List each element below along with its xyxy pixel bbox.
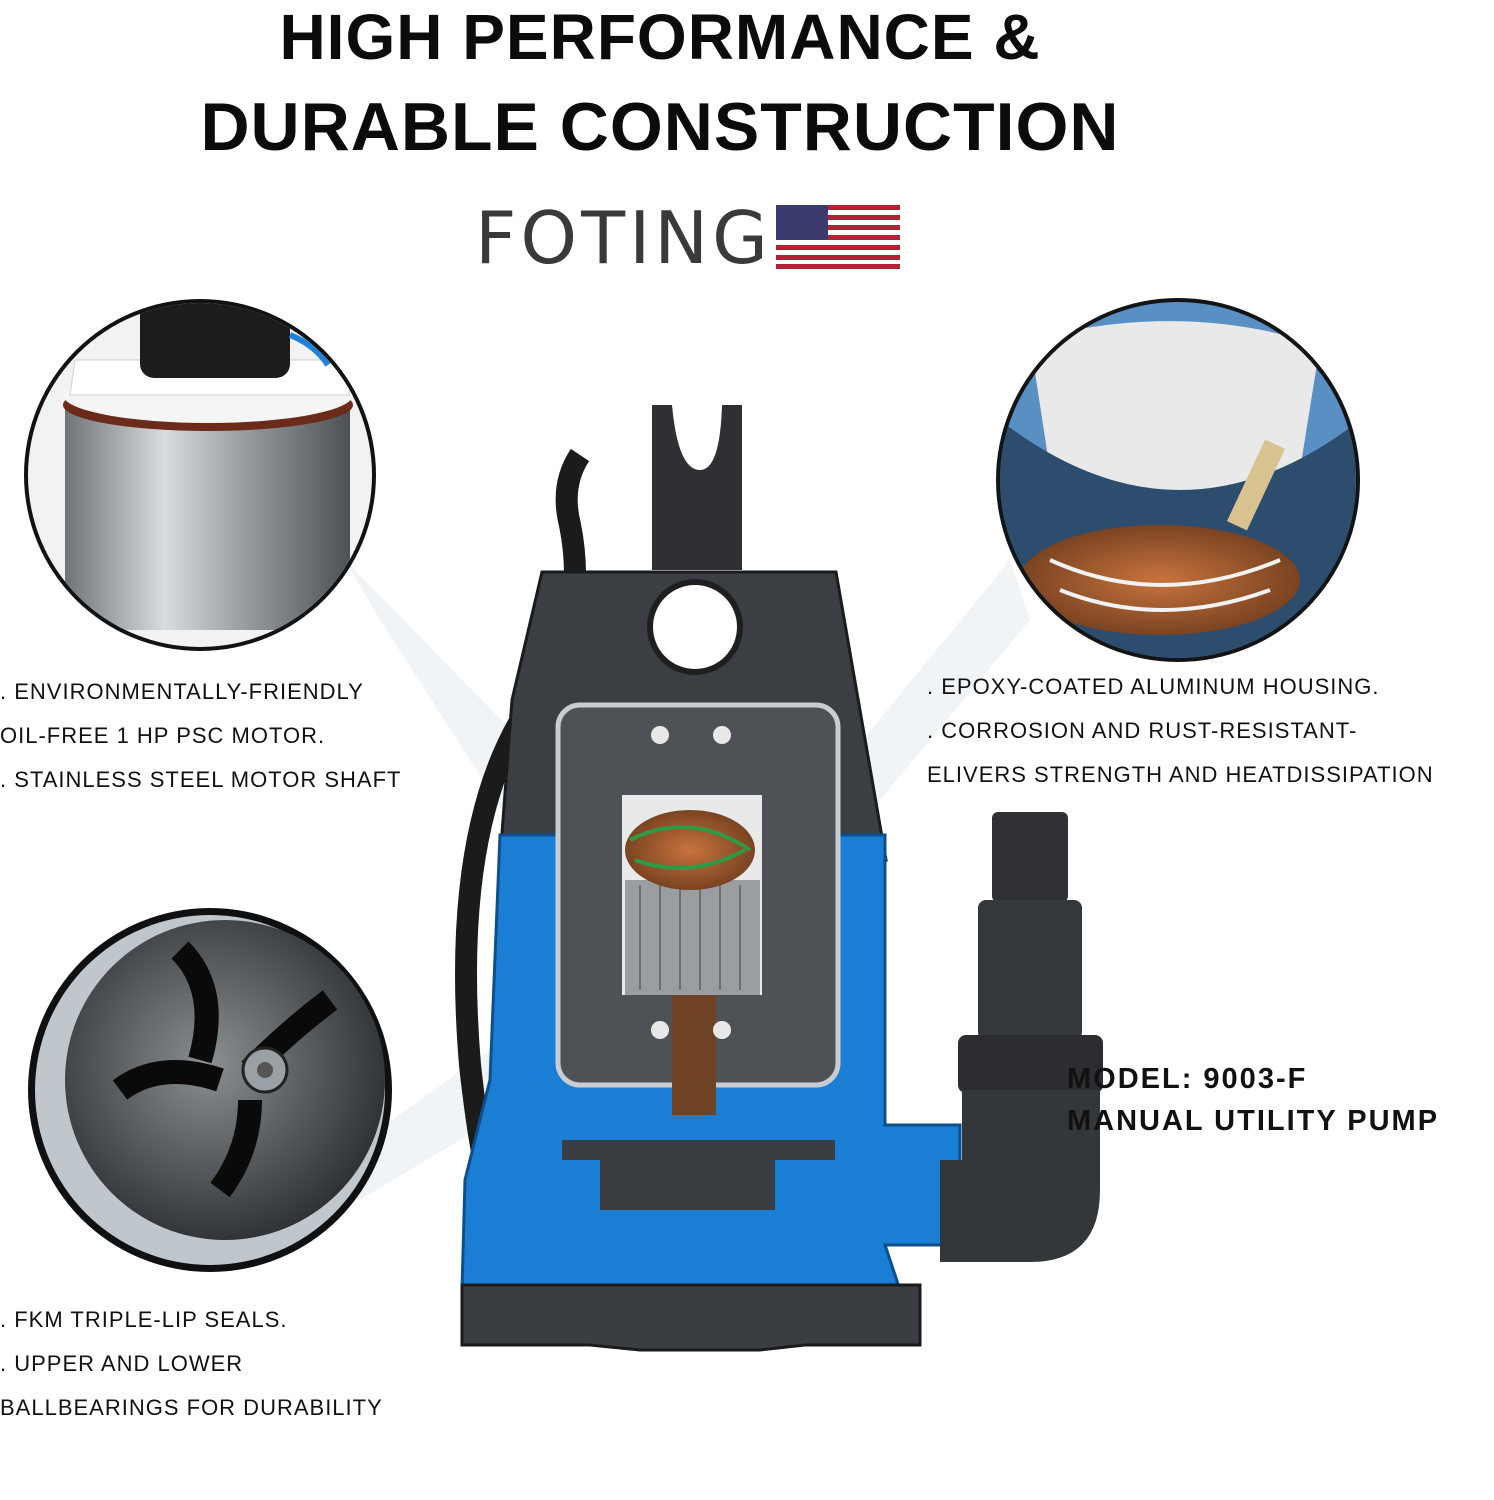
seal-features — [0, 1298, 383, 1430]
motor-features — [0, 670, 401, 802]
feature-text: . FKM TRIPLE-LIP SEALS. — [0, 1307, 288, 1332]
feature-text: ELIVERS STRENGTH AND HEATDISSIPATION — [927, 762, 1434, 787]
feature-text: . ENVIRONMENTALLY-FRIENDLY — [0, 679, 364, 704]
housing-features — [927, 665, 1434, 797]
pump-cutaway — [462, 405, 1103, 1350]
feature-text: . STAINLESS STEEL MOTOR SHAFT — [0, 767, 402, 792]
feature-text: BALLBEARINGS FOR DURABILITY — [0, 1395, 383, 1420]
brand-name: FOTING — [475, 196, 772, 280]
motor-detail-circle — [20, 290, 380, 670]
housing-detail-circle — [990, 290, 1370, 670]
model-info — [1067, 1058, 1439, 1142]
headline-line-1: HIGH PERFORMANCE & — [279, 1, 1041, 73]
feature-text: . CORROSION AND RUST-RESISTANT- — [927, 718, 1358, 743]
feature-text: . EPOXY-COATED ALUMINUM HOUSING. — [927, 674, 1380, 699]
product-type: MANUAL UTILITY PUMP — [1067, 1105, 1440, 1137]
feature-text: . UPPER AND LOWER — [0, 1351, 244, 1376]
feature-text: OIL-FREE 1 HP PSC MOTOR. — [0, 723, 326, 748]
impeller-detail-circle — [28, 908, 392, 1272]
headline-line-2: DURABLE CONSTRUCTION — [200, 89, 1120, 165]
model-number: MODEL: 9003-F — [1067, 1063, 1308, 1095]
us-flag-icon — [776, 205, 900, 269]
